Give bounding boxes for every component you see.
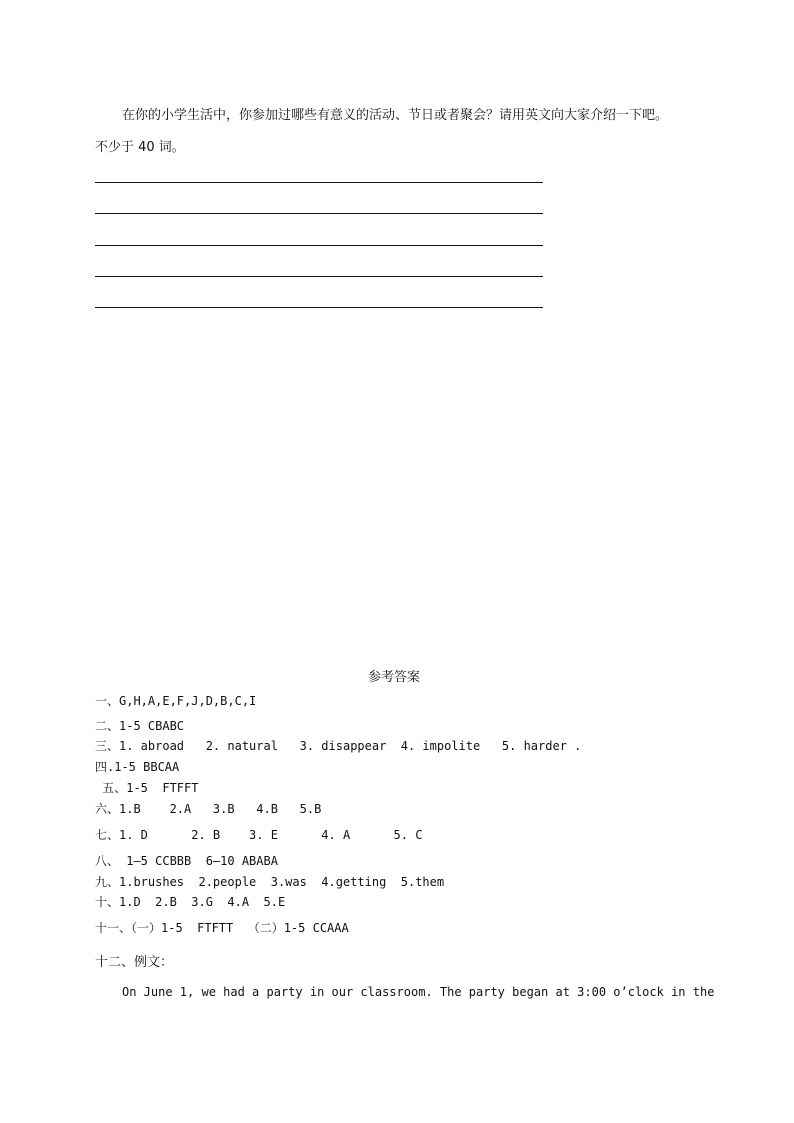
answer-item: 八、 1—5 CCBBB 6—10 ABABA	[95, 854, 278, 868]
answer-item: 三、1. abroad 2. natural 3. disappear 4. impolite 5. harder .	[95, 739, 582, 753]
answer-item: 九、1.brushes 2.people 3.was 4.getting 5.them	[95, 875, 445, 889]
writing-line	[95, 213, 543, 214]
writing-line	[95, 307, 543, 308]
sample-essay-line: On June 1, we had a party in our classroom. The party began at 3:00 o’clock in the	[122, 985, 715, 999]
answer-item: 七、1. D 2. B 3. E 4. A 5. C	[95, 828, 423, 842]
answer-item: 五、1-5 FTFFT	[95, 781, 199, 795]
answer-item: 十二、例文：	[95, 955, 174, 970]
prompt-line-2: 不少于 40 词。	[95, 140, 185, 155]
answers-title: 参考答案	[368, 670, 421, 685]
answer-item: 十、1.D 2.B 3.G 4.A 5.E	[95, 895, 286, 909]
answer-item: 六、1.B 2.A 3.B 4.B 5.B	[95, 802, 322, 816]
answer-item: 四.1-5 BBCAA	[95, 760, 180, 774]
writing-line	[95, 276, 543, 277]
writing-line	[95, 245, 543, 246]
answer-item: 二、1-5 CBABC	[95, 719, 185, 733]
writing-line	[95, 182, 543, 183]
answer-item: 一、G,H,A,E,F,J,D,B,C,I	[95, 694, 257, 708]
prompt-line-1: 在你的小学生活中，你参加过哪些有意义的活动、节日或者聚会？请用英文向大家介绍一下吧。	[122, 108, 669, 123]
answer-item: 十一、（一）1-5 FTFTT （二）1-5 CCAAA	[95, 921, 349, 935]
